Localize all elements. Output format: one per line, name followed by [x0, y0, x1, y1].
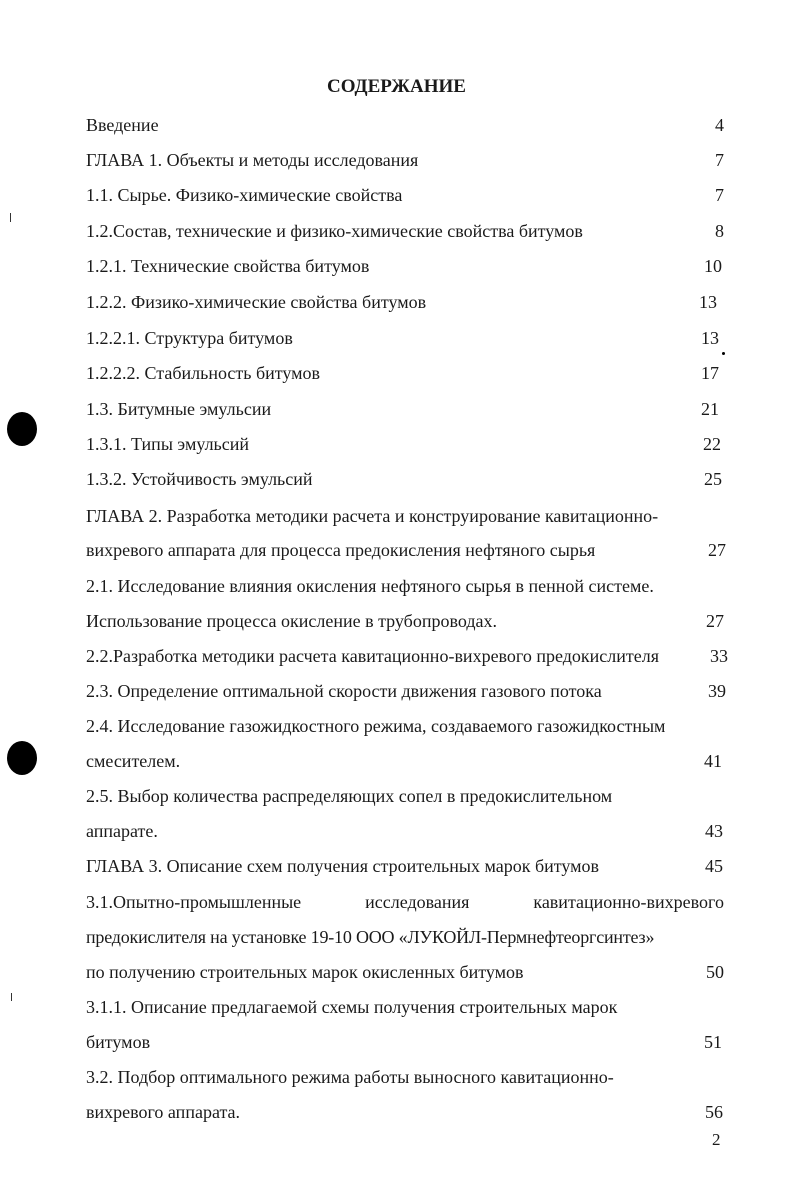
toc-entry: 2.1. Исследование влияния окисления нефтяного сырья в пенной системе.: [86, 576, 654, 596]
toc-entry: 1.2.2.1. Структура битумов: [86, 328, 293, 348]
toc-entry: предокислителя на установке 19-10 ООО «ЛУКОЙЛ-Пермнефтеоргсинтез»: [86, 927, 655, 947]
toc-page-number: 10: [704, 256, 722, 276]
justified-word: кавитационно-вихревого: [533, 892, 724, 912]
toc-page-number: 21: [701, 399, 719, 419]
toc-entry: 1.3.1. Типы эмульсий: [86, 434, 250, 454]
toc-page-number: 45: [705, 856, 723, 876]
toc-page-number: 17: [701, 363, 719, 383]
toc-page-number: 8: [715, 221, 724, 241]
toc-entry-justified: [86, 891, 724, 913]
toc-page-number: 13: [699, 292, 717, 312]
toc-entry: аппарате.: [86, 821, 158, 841]
toc-entry: 1.3.2. Устойчивость эмульсий: [86, 469, 313, 489]
speck: [722, 352, 725, 355]
toc-entry: 2.3. Определение оптимальной скорости движения газового потока: [86, 681, 602, 701]
toc-page-number: 39: [708, 681, 726, 701]
toc-entry: 1.1. Сырье. Физико-химические свойства: [86, 185, 403, 205]
toc-entry: 1.2.Состав, технические и физико-химические свойства битумов: [86, 221, 583, 241]
toc-page-number: 22: [703, 434, 721, 454]
punch-hole-bottom: [7, 741, 37, 775]
toc-entry: 1.2.2. Физико-химические свойства битумов: [86, 292, 427, 312]
margin-mark: [11, 993, 12, 1001]
toc-entry: ГЛАВА 3. Описание схем получения строительных марок битумов: [86, 856, 600, 876]
toc-entry: 3.2. Подбор оптимального режима работы выносного кавитационно-: [86, 1067, 614, 1087]
page-title: СОДЕРЖАНИЕ: [327, 76, 466, 97]
toc-page-number: 51: [704, 1032, 722, 1052]
toc-entry: ГЛАВА 1. Объекты и методы исследования: [86, 150, 419, 170]
toc-entry: 2.4. Исследование газожидкостного режима, создаваемого газожидкостным: [86, 716, 666, 736]
toc-page-number: 27: [708, 540, 726, 560]
toc-entry: вихревого аппарата для процесса предокисления нефтяного сырья: [86, 540, 596, 560]
toc-page-number: 4: [715, 115, 724, 135]
toc-page-number: 33: [710, 646, 728, 666]
justified-word: 3.1.Опытно-промышленные: [86, 892, 302, 912]
toc-entry: вихревого аппарата.: [86, 1102, 241, 1122]
toc-entry: 2.2.Разработка методики расчета кавитационно-вихревого предокислителя: [86, 646, 660, 666]
toc-entry: 3.1.1. Описание предлагаемой схемы получения строительных марок: [86, 997, 618, 1017]
toc-entry: битумов: [86, 1032, 151, 1052]
toc-entry: 2.5. Выбор количества распределяющих сопел в предокислительном: [86, 786, 613, 806]
toc-page-number: 25: [704, 469, 722, 489]
toc-entry: смесителем.: [86, 751, 181, 771]
toc-entry: ГЛАВА 2. Разработка методики расчета и конструирование кавитационно-: [86, 506, 659, 526]
toc-entry: 1.2.2.2. Стабильность битумов: [86, 363, 321, 383]
toc-page-number: 7: [715, 150, 724, 170]
toc-page-number: 41: [704, 751, 722, 771]
toc-entry: по получению строительных марок окисленных битумов: [86, 962, 524, 982]
toc-entry: 1.2.1. Технические свойства битумов: [86, 256, 370, 276]
toc-page-number: 50: [706, 962, 724, 982]
toc-entry: 1.3. Битумные эмульсии: [86, 399, 272, 419]
punch-hole-top: [7, 412, 37, 446]
page-number: 2: [712, 1130, 721, 1149]
toc-entry: Использование процесса окисление в трубопроводах.: [86, 611, 497, 631]
margin-mark: [10, 213, 11, 222]
justified-word: исследования: [365, 892, 470, 912]
toc-entry: Введение: [86, 115, 159, 135]
toc-page-number: 27: [706, 611, 724, 631]
toc-page-number: 56: [705, 1102, 723, 1122]
toc-page-number: 43: [705, 821, 723, 841]
toc-page-number: 7: [715, 185, 724, 205]
toc-page-number: 13: [701, 328, 719, 348]
